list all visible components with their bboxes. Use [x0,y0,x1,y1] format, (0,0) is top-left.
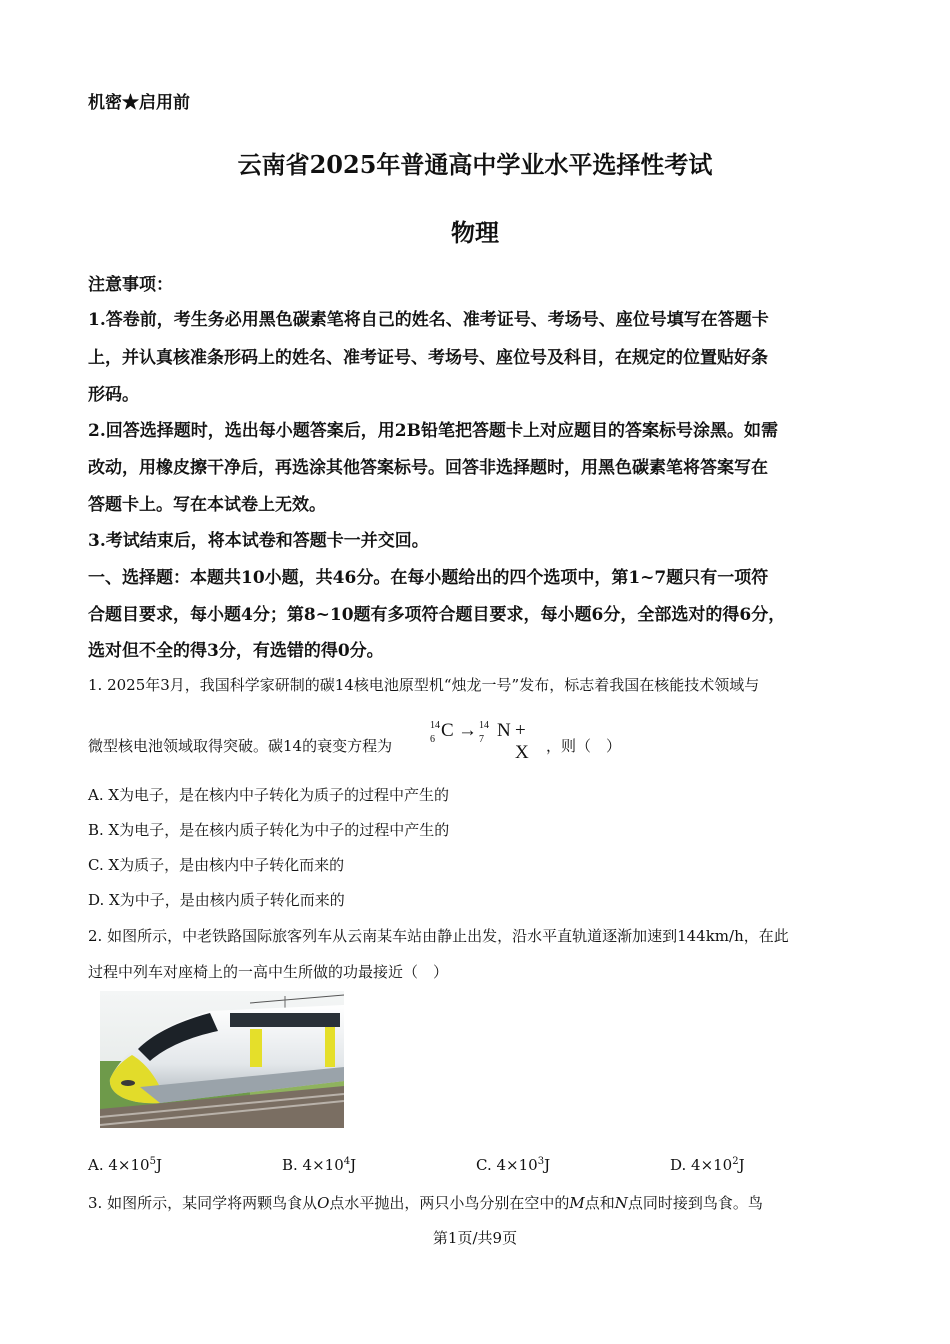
question-text: 过程中列车对座椅上的一高中生所做的功最接近（ ） [88,963,449,981]
confidential-mark: 机密★启用前 [88,93,190,113]
notice-heading: 注意事项： [88,275,173,295]
option-exponent: 2 [732,1156,739,1167]
option-label: C. 4×10 [476,1156,538,1174]
section-line: 合题目要求，每小题4分；第8~10题有多项符合题目要求，每小题6分，全部选对的得6分， [88,605,786,625]
option-label: D. 4×10 [670,1156,733,1174]
option-exponent: 4 [343,1156,351,1167]
option-d: D. X为中子，是由核内质子转化而来的 [88,891,345,909]
question-text: 1. 2025年3月，我国科学家研制的碳14核电池原型机“烛龙一号”发布，标志着我国在核能技术领域与 [88,676,760,694]
notice-line: 2.回答选择题时，选出每小题答案后，用2B铅笔把答题卡上对应题目的答案标号涂黑。如需 [88,421,778,441]
option-c: C. X为质子，是由核内中子转化而来的 [88,856,345,874]
question-text: 微型核电池领域取得突破。碳14的衰变方程为 [88,737,393,755]
n-atomic-number: 7 [479,734,484,745]
option-label: B. 4×10 [282,1156,344,1174]
question-text: ，则（ ） [546,737,622,755]
option-unit: J [350,1156,357,1174]
plus-x: + X [515,720,529,763]
option-unit: J [155,1156,162,1174]
n-mass-number: 14 [479,720,489,731]
page-number: 第1页/共9页 [432,1229,518,1247]
question-text: 点和 [584,1194,615,1212]
notice-line: 上，并认真核准条形码上的姓名、准考证号、考场号、座位号及科目，在规定的位置贴好条 [88,348,768,368]
train-photo [100,991,344,1128]
question-text: 点同时接到鸟食。鸟 [627,1194,763,1212]
subject-title: 物理 [451,218,499,247]
c-mass-number: 14 [430,720,440,731]
c-atomic-number: 6 [430,734,435,745]
section-line: 一、选择题：本题共10小题，共46分。在每小题给出的四个选项中，第1~7题只有一项符 [88,568,769,588]
notice-line: 改动，用橡皮擦干净后，再选涂其他答案标号。回答非选择题时，用黑色碳素笔将答案写在 [88,458,768,478]
question-text: 2. 如图所示，中老铁路国际旅客列车从云南某车站由静止出发，沿水平直轨道逐渐加速到144km/h，在此 [88,927,789,945]
option-exponent: 3 [537,1156,545,1167]
notice-line: 3.考试结束后，将本试卷和答题卡一并交回。 [88,531,429,551]
train-illustration [100,991,344,1128]
option-exponent: 5 [149,1156,156,1167]
n-symbol: N [497,720,511,741]
option-c [476,1156,550,1174]
option-unit: J [544,1156,551,1174]
option-a: A. X为电子，是在核内中子转化为质子的过程中产生的 [88,786,450,804]
option-a [88,1156,162,1174]
c-symbol: C [441,720,454,741]
point-o: O [317,1194,330,1212]
section-line: 选对但不全的得3分，有选错的得0分。 [88,641,384,661]
option-b [282,1156,356,1174]
exam-title: 云南省2025年普通高中学业水平选择性考试 [237,150,713,179]
option-label: A. 4×10 [88,1156,150,1174]
option-d [670,1156,745,1174]
notice-line: 1.答卷前，考生务必用黑色碳素笔将自己的姓名、准考证号、考场号、座位号填写在答题卡 [88,310,769,330]
option-b: B. X为电子，是在核内质子转化为中子的过程中产生的 [88,821,450,839]
option-unit: J [738,1156,745,1174]
notice-line: 答题卡上。写在本试卷上无效。 [88,495,326,515]
question-text: 3. 如图所示，某同学将两颗鸟食从 [88,1194,318,1212]
point-n: N [614,1194,628,1212]
point-m: M [569,1194,585,1212]
question-text: 点水平抛出，两只小鸟分别在空中的 [329,1194,570,1212]
question-3 [88,1192,763,1213]
notice-line: 形码。 [88,385,139,405]
arrow-symbol: → [458,720,477,741]
